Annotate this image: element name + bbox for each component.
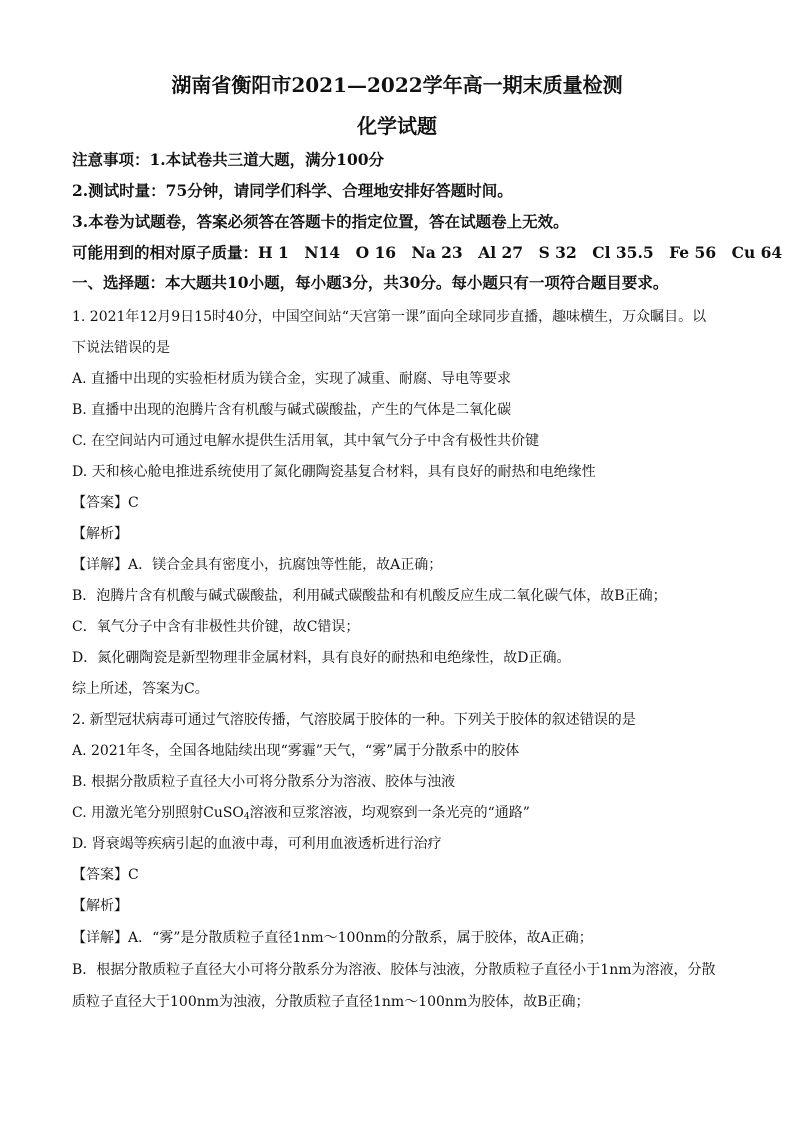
q2-option-c bbox=[72, 803, 754, 827]
q1-option-c: C. 在空间站内可通过电解水提供生活用氧，其中氧气分子中含有极性共价键 bbox=[72, 433, 540, 449]
notes-line-3: 3.本卷为试题卷，答案必须答在答题卡的指定位置，答在试题卷上无效。 bbox=[72, 212, 569, 231]
q1-option-d: D. 天和核心舱电推进系统使用了氮化硼陶瓷基复合材料，具有良好的耐热和电绝缘性 bbox=[72, 464, 596, 480]
section-1-heading: 一、选择题：本大题共10小题，每小题3分，共30分。每小题只有一项符合题目要求。 bbox=[72, 273, 669, 292]
notes-line-2: 2.测试时量：75分钟，请同学们科学、合理地安排好答题时间。 bbox=[72, 181, 513, 200]
atomic-masses: 可能用到的相对原子质量：H 1 N14 O 16 Na 23 Al 27 S 32 Cl 35.5 Fe 56 Cu 64 bbox=[72, 243, 783, 262]
q1-detail-d: D．氮化硼陶瓷是新型物理非金属材料，具有良好的耐热和电绝缘性，故D正确。 bbox=[72, 650, 571, 666]
q1-detail-c: C．氧气分子中含有非极性共价键，故C错误； bbox=[72, 619, 360, 635]
q2-detail-a: 【详解】A．“雾”是分散质粒子直径1nm～100nm的分散系，属于胶体，故A正确； bbox=[72, 930, 593, 946]
q2-stem: 2. 新型冠状病毒可通过气溶胶传播，气溶胶属于胶体的一种。下列关于胶体的叙述错误的是 bbox=[72, 712, 636, 728]
q2-detail-b-line-2: 质粒子直径大于100nm为浊液，分散质粒子直径1nm～100nm为胶体，故B正确； bbox=[72, 994, 590, 1010]
q1-stem-line-2: 下说法错误的是 bbox=[72, 340, 170, 356]
q2-option-c-pre: C. 用激光笔分别照射CuSO bbox=[72, 805, 244, 821]
q2-option-a: A. 2021年冬，全国各地陆续出现“雾霾”天气，“雾”属于分散系中的胶体 bbox=[72, 743, 520, 759]
exam-title: 湖南省衡阳市2021—2022学年高一期末质量检测 bbox=[171, 73, 623, 97]
q2-answer: 【答案】C bbox=[72, 867, 139, 883]
q1-stem-line-1: 1. 2021年12月9日15时40分，中国空间站“天宫第一课”面向全球同步直播，趣味横生，万众瞩目。以 bbox=[72, 309, 707, 325]
notes-line-1: 注意事项：1.本试卷共三道大题，满分100分 bbox=[72, 150, 385, 169]
q1-detail-a: 【详解】A．镁合金具有密度小，抗腐蚀等性能，故A正确； bbox=[72, 557, 443, 573]
q1-summary: 综上所述，答案为C。 bbox=[72, 681, 209, 697]
q1-option-b: B. 直播中出现的泡腾片含有机酸与碱式碳酸盐，产生的气体是二氧化碳 bbox=[72, 402, 512, 418]
q2-option-d: D. 肾衰竭等疾病引起的血液中毒，可利用血液透析进行治疗 bbox=[72, 836, 442, 852]
q2-option-c-post: 溶液和豆浆溶液，均观察到一条光亮的“通路” bbox=[249, 805, 530, 821]
exam-subtitle: 化学试题 bbox=[357, 114, 437, 138]
q1-detail-b: B．泡腾片含有机酸与碱式碳酸盐，利用碱式碳酸盐和有机酸反应生成二氧化碳气体，故B正确； bbox=[72, 588, 667, 604]
q2-option-c-subscript: 4 bbox=[243, 812, 250, 822]
q1-option-a: A. 直播中出现的实验柜材质为镁合金，实现了减重、耐腐、导电等要求 bbox=[72, 371, 512, 387]
q1-answer: 【答案】C bbox=[72, 495, 139, 511]
q2-option-b: B. 根据分散质粒子直径大小可将分散系分为溶液、胶体与浊液 bbox=[72, 774, 456, 790]
q2-analysis-label: 【解析】 bbox=[72, 898, 128, 914]
q2-detail-b-line-1: B．根据分散质粒子直径大小可将分散系分为溶液、胶体与浊液，分散质粒子直径小于1nm为溶液，分散 bbox=[72, 962, 716, 978]
q1-analysis-label: 【解析】 bbox=[72, 526, 128, 542]
